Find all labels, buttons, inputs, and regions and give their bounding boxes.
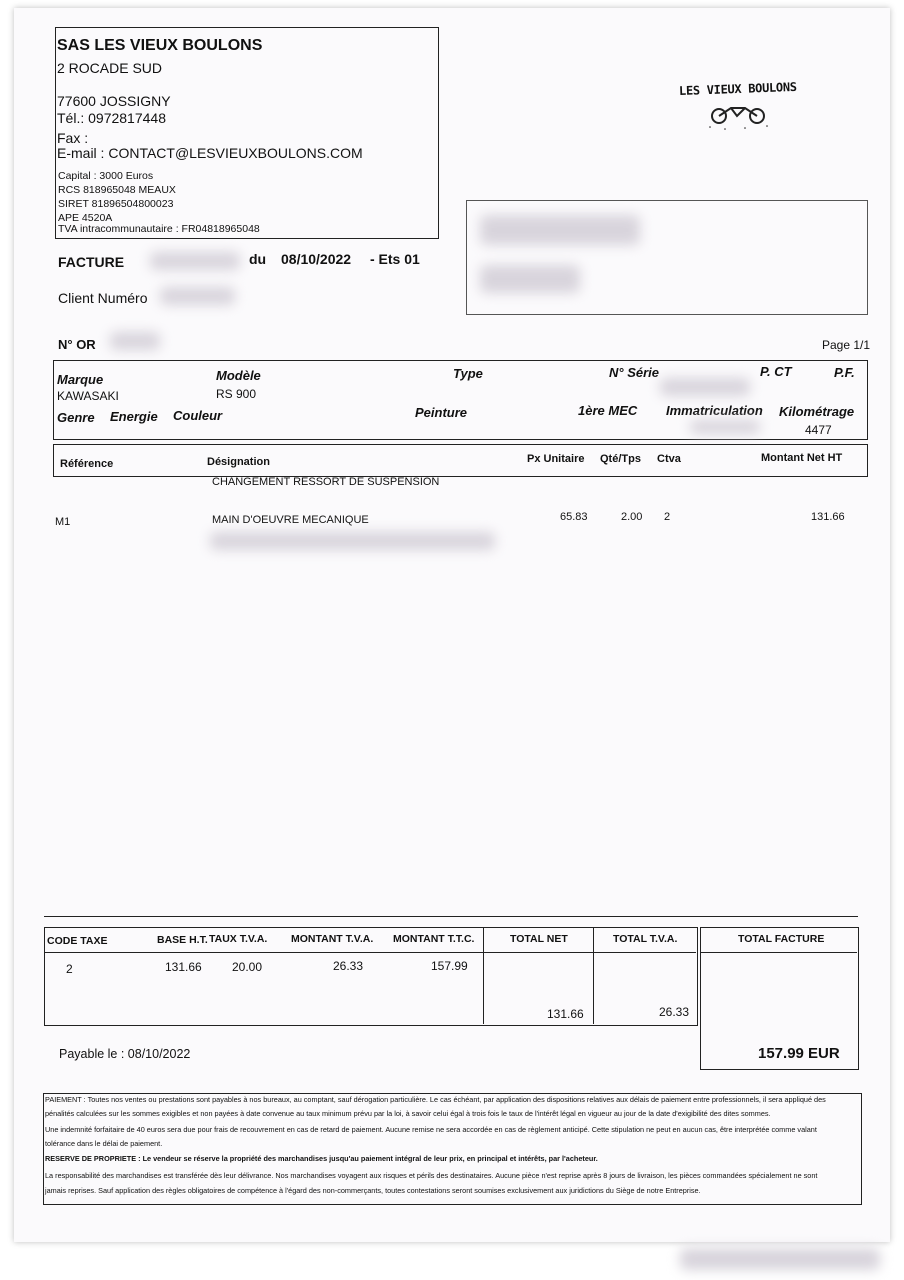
company-tva: TVA intracommunautaire : FR04818965048: [58, 223, 260, 235]
col-qte: Qté/Tps: [600, 453, 641, 465]
col-montant: Montant Net HT: [761, 452, 843, 464]
tax-table-sep-2: [593, 927, 594, 1024]
vehicle-couleur-label: Couleur: [173, 408, 223, 423]
line-2-ctva: 2: [664, 511, 671, 523]
payable-date: Payable le : 08/10/2022: [59, 1047, 191, 1061]
company-email: E-mail : CONTACT@LESVIEUXBOULONS.COM: [57, 145, 363, 161]
val-total-net: 131.66: [547, 1007, 584, 1021]
company-logo: [675, 80, 805, 145]
line-2-reference: M1: [55, 516, 71, 528]
client-number-label: Client Numéro: [58, 290, 148, 306]
val-base-ht: 131.66: [165, 960, 202, 974]
vehicle-marque: KAWASAKI: [57, 389, 119, 403]
invoice-ets: - Ets 01: [370, 251, 420, 267]
th-total-net: TOTAL NET: [510, 933, 568, 945]
val-total-facture: 157.99 EUR: [758, 1045, 840, 1062]
legal-line-1: PAIEMENT : Toutes nos ventes ou prestations sont payables à nos bureaux, au comptant, sauf dérogation particulière. Le cas échéant, par application des dispositions relatives aux délais de paiement entre professionnels, il sera appliqué des: [45, 1095, 826, 1104]
lines-header-box: [53, 444, 868, 477]
redacted-serial: [660, 378, 750, 396]
vehicle-genre-label: Genre: [57, 410, 95, 425]
motorcycle-icon: [705, 100, 775, 130]
vehicle-mec-label: 1ère MEC: [578, 403, 638, 418]
redacted-footer: [680, 1248, 880, 1270]
redacted-or-number: [110, 332, 160, 350]
redacted-line-note: [210, 532, 495, 550]
vehicle-pct-label: P. CT: [760, 364, 792, 379]
vehicle-modele: RS 900: [216, 387, 257, 401]
val-total-tva: 26.33: [659, 1005, 690, 1019]
th-montant-tva: MONTANT T.V.A.: [291, 933, 374, 945]
company-tel: Tél.: 0972817448: [57, 110, 166, 126]
total-facture-header-line: [700, 952, 857, 953]
th-total-tva: TOTAL T.V.A.: [613, 933, 678, 945]
or-number-label: N° OR: [58, 337, 96, 352]
logo-text: LES VIEUX BOULONS: [678, 79, 797, 99]
col-ctva: Ctva: [657, 453, 681, 465]
vehicle-peinture-label: Peinture: [415, 405, 468, 420]
redacted-client-address: [480, 265, 580, 293]
company-address: 2 ROCADE SUD: [57, 60, 163, 76]
company-capital: Capital : 3000 Euros: [58, 170, 154, 182]
legal-line-7: jamais reprises. Sauf application des règles obligatoires de compétence à l'égard des non-commerçants, toutes contestations seront soumises exclusivement aux juridictions du Siège de notre Entreprise.: [45, 1186, 701, 1195]
val-montant-ttc: 157.99: [431, 959, 468, 973]
line-2-px: 65.83: [560, 511, 588, 523]
vehicle-pf-label: P.F.: [834, 365, 855, 380]
th-total-facture: TOTAL FACTURE: [738, 933, 825, 945]
legal-line-4: tolérance dans le délai de paiement.: [45, 1139, 163, 1148]
vehicle-immat-label: Immatriculation: [666, 403, 763, 418]
invoice-date-prefix: du: [249, 251, 267, 267]
vehicle-serie-label: N° Série: [609, 365, 660, 380]
redacted-client-number: [160, 287, 235, 305]
vehicle-marque-label: Marque: [57, 372, 104, 387]
col-px-unitaire: Px Unitaire: [527, 453, 585, 465]
redacted-registration: [690, 420, 760, 434]
col-reference: Référence: [60, 458, 114, 470]
line-2-montant: 131.66: [811, 511, 845, 523]
invoice-label: FACTURE: [58, 254, 125, 270]
legal-line-5: RESERVE DE PROPRIETE : Le vendeur se réserve la propriété des marchandises jusqu'au paiement intégral de leur prix, en principal et intérêts, par l'acheteur.: [45, 1154, 598, 1163]
totals-top-line: [44, 916, 858, 917]
company-siret: SIRET 81896504800023: [58, 198, 174, 210]
company-fax: Fax :: [57, 130, 89, 146]
redacted-client-name: [480, 215, 640, 245]
th-montant-ttc: MONTANT T.T.C.: [393, 933, 475, 945]
invoice-date: 08/10/2022: [281, 251, 352, 267]
val-code-taxe: 2: [66, 962, 73, 976]
line-2-qte: 2.00: [621, 511, 643, 523]
val-montant-tva: 26.33: [333, 959, 364, 973]
th-base-ht: BASE H.T.: [157, 934, 208, 946]
vehicle-modele-label: Modèle: [216, 368, 261, 383]
legal-line-3: Une indemnité forfaitaire de 40 euros sera due pour frais de recouvrement en cas de retard de paiement. Aucune remise ne sera accordée en cas de règlement anticipé. Cette stipulation ne peut en aucun cas, être interprétée comme valant: [45, 1125, 817, 1134]
vehicle-energie-label: Energie: [110, 409, 158, 424]
legal-line-6: La responsabilité des marchandises est transférée dès leur délivrance. Nos marchandises voyagent aux risques et périls des destinataires. Aucune pièce n'est reprise après 8 jours de livraison, les pièces commandées spécialement ne sont: [45, 1171, 818, 1180]
legal-line-2: pénalités calculées sur les sommes exigibles et non payées à date convenue au taux minimum prévu par la loi, à savoir celui égal à trois fois le taux de l'intérêt légal en vigueur au jour de la date d'exigibilité des dites sommes.: [45, 1109, 771, 1118]
redacted-invoice-number: [150, 252, 240, 270]
line-2-designation: MAIN D'OEUVRE MECANIQUE: [212, 514, 369, 526]
col-designation: Désignation: [207, 456, 270, 468]
company-ape: APE 4520A: [58, 212, 113, 224]
val-taux-tva: 20.00: [232, 960, 263, 974]
vehicle-type-label: Type: [453, 366, 483, 381]
th-taux-tva: TAUX T.V.A.: [209, 933, 268, 945]
page-number: Page 1/1: [822, 338, 871, 352]
vehicle-km-label: Kilométrage: [779, 404, 855, 419]
company-city: 77600 JOSSIGNY: [57, 93, 171, 109]
line-1-designation: CHANGEMENT RESSORT DE SUSPENSION: [212, 476, 440, 488]
company-rcs: RCS 818965048 MEAUX: [58, 184, 176, 196]
tax-table-sep-1: [483, 927, 484, 1024]
company-name: SAS LES VIEUX BOULONS: [57, 37, 263, 54]
tax-table-header-line: [44, 952, 696, 953]
th-code-taxe: CODE TAXE: [47, 935, 108, 947]
vehicle-km: 4477: [805, 423, 832, 437]
